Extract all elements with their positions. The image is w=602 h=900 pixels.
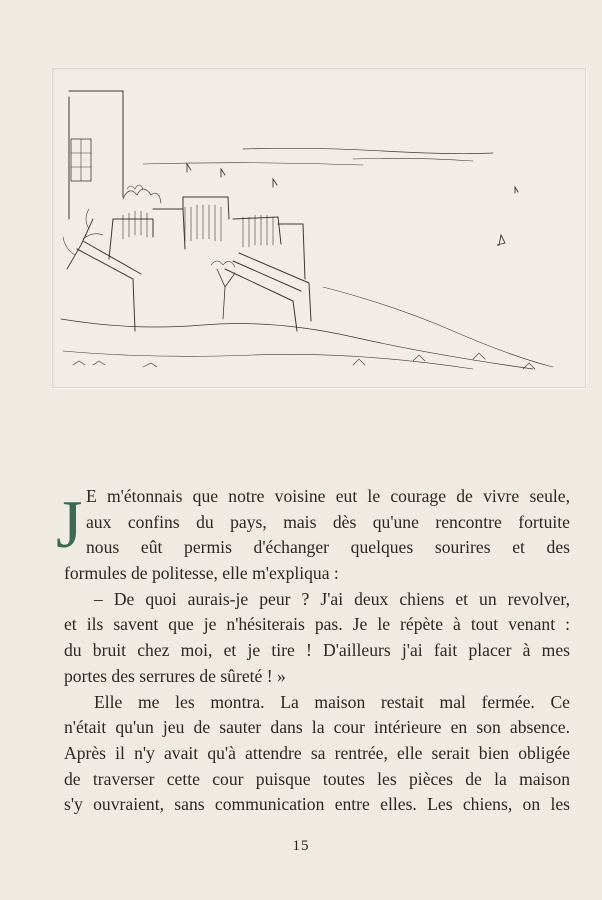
- text-line: n'était qu'un jeu de sauter dans la cour intérieure en son absence.: [64, 717, 570, 738]
- text-line: E m'étonnais que notre voisine eut le courage de vivre seule,: [86, 486, 570, 506]
- text-line: portes des serrures de sûreté ! »: [64, 665, 286, 686]
- paragraph-1: [56, 484, 570, 587]
- paragraph-3: [64, 690, 570, 818]
- text-line: nous eût permis d'échanger quelques sourires et des: [86, 537, 570, 558]
- text-line: – De quoi aurais-je peur ? J'ai deux chiens et un revolver,: [94, 588, 570, 609]
- body-text: [56, 484, 570, 818]
- text-line: Elle me les montra. La maison restait mal fermée. Ce: [94, 691, 570, 712]
- text-line: formules de politesse, elle m'expliqua :: [64, 563, 339, 584]
- text-line: du bruit chez moi, et je tire ! D'ailleurs j'ai fait placer à mes: [64, 640, 570, 661]
- text-line: s'y ouvraient, sans communication entre elles. Les chiens, on les: [64, 794, 570, 815]
- etching-illustration: [53, 69, 585, 387]
- text-line: aux confins du pays, mais dès qu'une rencontre fortuite: [86, 511, 570, 532]
- text-line: de traverser cette cour puisque toutes les pièces de la maison: [64, 768, 570, 789]
- text-line: et ils savent que je n'hésiterais pas. Je le répète à tout venant :: [64, 614, 570, 635]
- text-line: Après il n'y avait qu'à attendre sa rentrée, elle serait bien obligée: [64, 742, 570, 763]
- page-number: 15: [292, 838, 310, 854]
- drop-cap: J: [56, 486, 83, 562]
- illustration-plate: [52, 68, 586, 388]
- paragraph-2: [64, 587, 570, 690]
